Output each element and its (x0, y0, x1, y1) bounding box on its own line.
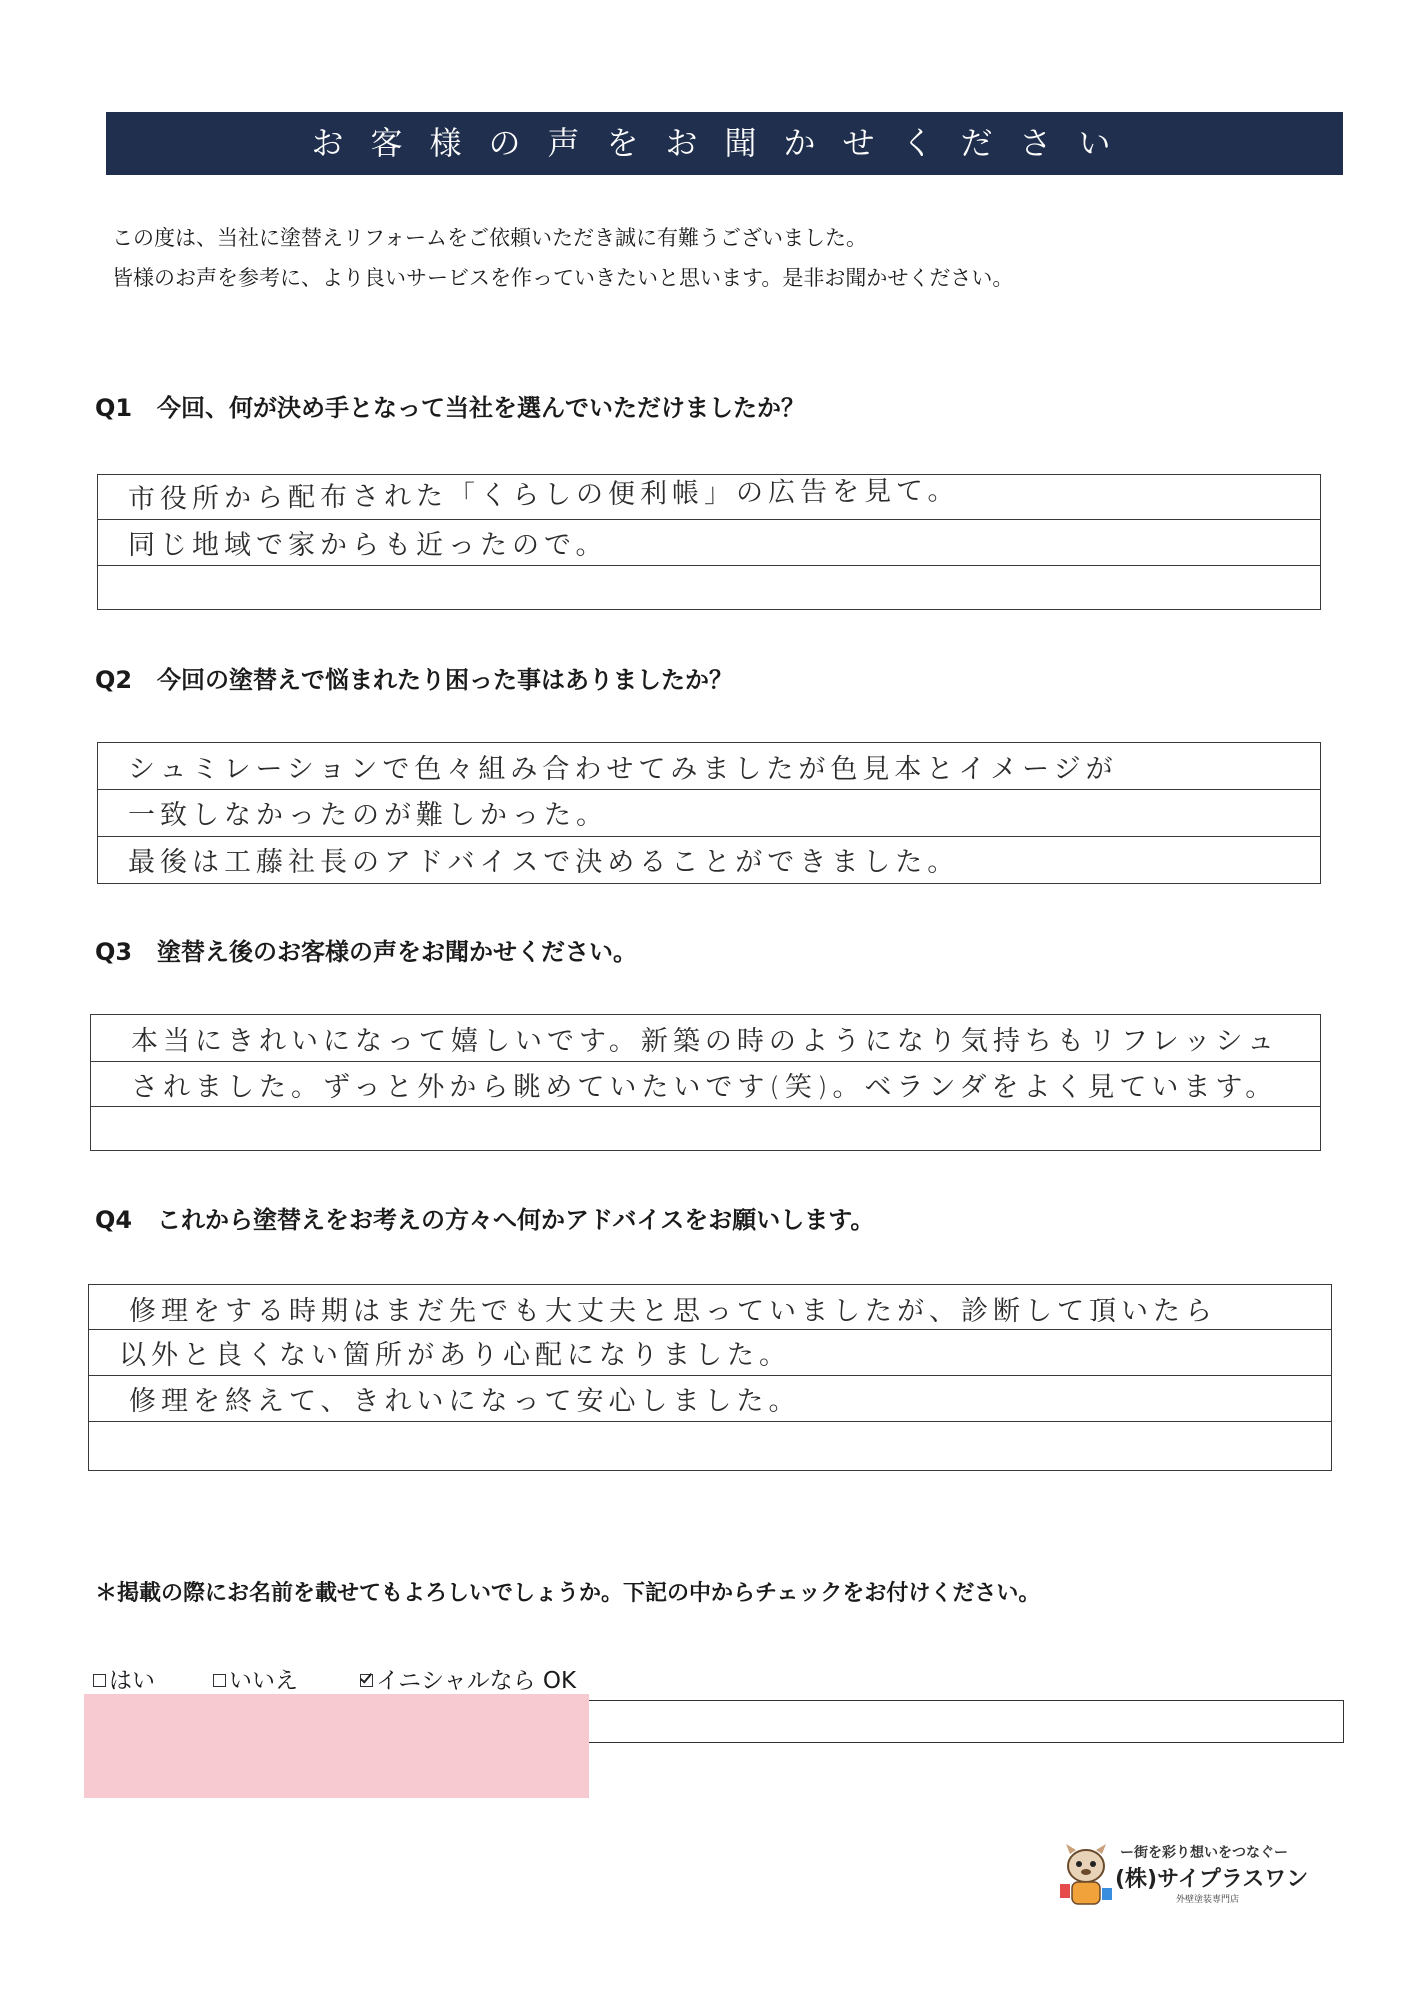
answer-line: されました。ずっと外から眺めていたいです(笑)。ベランダをよく見ています。 (131, 1072, 1278, 1103)
answer-line: 最後は工藤社長のアドバイスで決めることができました。 (128, 847, 960, 878)
question-3 (95, 932, 637, 967)
checked-checkbox-icon[interactable] (360, 1674, 373, 1687)
question-number: Q3 (95, 938, 133, 966)
question-text: これから塗替えをお考えの方々へ何かアドバイスをお願いします。 (157, 1206, 875, 1234)
answer-box-q4 (88, 1284, 1332, 1471)
answer-line: 修理をする時期はまだ先でも大丈夫と思っていましたが、診断して頂いたら (129, 1296, 1217, 1327)
answer-line: 同じ地域で家からも近ったので。 (128, 530, 608, 561)
question-2 (95, 660, 733, 695)
checkbox-icon[interactable] (93, 1674, 106, 1687)
consent-option-label: いいえ (229, 1668, 298, 1694)
answer-line: 一致しなかったのが難しかった。 (128, 800, 608, 831)
question-text: 今回、何が決め手となって当社を選んでいただけましたか？ (157, 394, 805, 422)
question-number: Q4 (95, 1206, 133, 1234)
logo-slogan: ー街を彩り想いをつなぐー (1120, 1845, 1288, 1861)
question-number: Q1 (95, 394, 133, 422)
logo-company-name: (株)サイプラスワン (1115, 1867, 1309, 1892)
question-text: 今回の塗替えで悩まれたり困った事はありましたか？ (157, 666, 733, 694)
question-1 (95, 388, 805, 423)
intro-line-2: 皆様のお声を参考に、より良いサービスを作っていきたいと思います。是非お聞かせください。 (112, 266, 1014, 290)
page-title: お客様の声をお聞かせください (311, 124, 1138, 162)
company-logo (1060, 1840, 1330, 1915)
checkbox-icon[interactable] (213, 1674, 226, 1687)
answer-box-q1 (97, 474, 1321, 610)
consent-option-initials[interactable] (360, 1662, 576, 1695)
consent-option-no[interactable] (213, 1662, 298, 1695)
consent-question: ＊掲載の際にお名前を載せてもよろしいでしょうか。下記の中からチェックをお付けください。 (95, 1581, 1041, 1606)
answer-line: 本当にきれいになって嬉しいです。新築の時のようになり気持ちもリフレッシュ (131, 1026, 1279, 1057)
answer-box-q3 (90, 1014, 1321, 1151)
answer-line: 市役所から配布された「くらしの便利帳」の広告を見て。 (127, 475, 960, 515)
question-4 (95, 1200, 874, 1235)
intro-line-1: この度は、当社に塗替えリフォームをご依頼いただき誠に有難うございました。 (112, 226, 867, 250)
question-number: Q2 (95, 666, 133, 694)
answer-line: 修理を終えて、きれいになって安心しました。 (129, 1386, 801, 1417)
name-field[interactable] (582, 1700, 1344, 1743)
answer-line: シュミレーションで色々組み合わせてみましたが色見本とイメージが (128, 754, 1118, 785)
logo-subtitle: 外壁塗装専門店 (1176, 1895, 1240, 1905)
answer-box-q2 (97, 742, 1321, 884)
answer-line: 以外と良くない箇所があり心配になりました。 (119, 1340, 791, 1371)
consent-option-label: はい (109, 1668, 155, 1694)
mascot-icon (1060, 1844, 1112, 1910)
consent-option-yes[interactable] (93, 1662, 155, 1695)
survey-title-banner (106, 112, 1343, 175)
consent-option-label: イニシャルなら OK (376, 1668, 577, 1694)
question-text: 塗替え後のお客様の声をお聞かせください。 (157, 938, 637, 966)
redaction-block (84, 1694, 589, 1798)
